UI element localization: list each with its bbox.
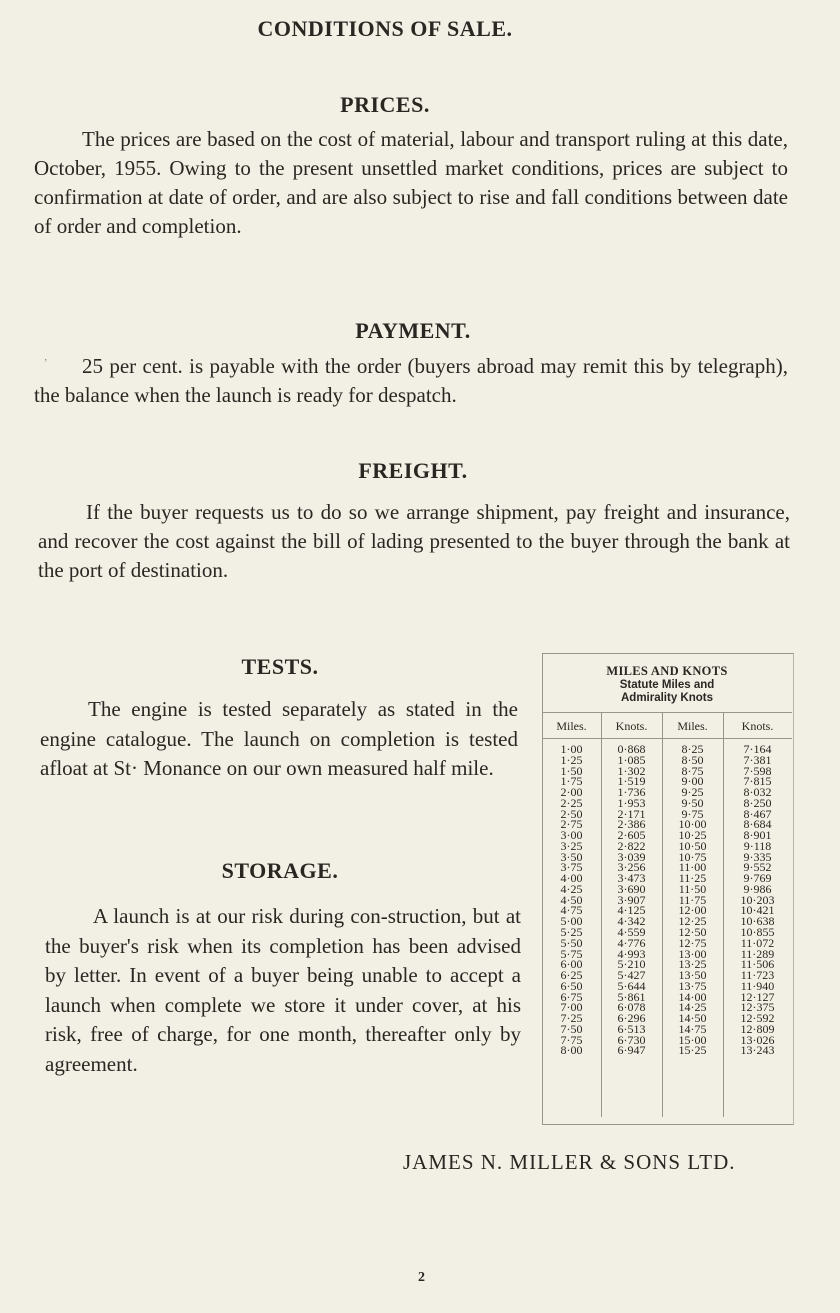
page-title: CONDITIONS OF SALE.: [257, 16, 513, 41]
table-cell: 11·00: [678, 860, 707, 875]
table-cell: 7·164: [743, 742, 772, 756]
table-cell: 1·50: [560, 763, 583, 778]
table-cell: 4·00: [560, 871, 583, 886]
table-cell: 12·50: [678, 925, 707, 940]
table-cell: 14·50: [678, 1011, 707, 1026]
table-cell: 11·25: [678, 871, 707, 886]
column-miles-1: [542, 744, 601, 1056]
prices-text: The prices are based on the cost of material, labour and transport ruling at this date, October, 1955. Owing to the present unsettled market conditions, prices are subject to confirmation at date of order, and are also subject to rise and fall conditions between date of order and completion.: [34, 127, 788, 238]
table-cell: 13·50: [678, 968, 707, 983]
column-knots-2: [723, 744, 792, 1056]
table-cell: 2·25: [560, 795, 583, 810]
conversion-table-title: MILES AND KNOTS: [606, 664, 728, 678]
table-cell: 5·50: [560, 935, 583, 950]
column-header-miles-2: Miles.: [677, 719, 708, 733]
table-cell: 13·25: [678, 957, 707, 972]
table-cell: 5·75: [560, 946, 583, 961]
table-cell: 6·50: [560, 978, 583, 993]
table-cell: 1·75: [560, 774, 583, 789]
conversion-table-subtitle-1: Statute Miles and: [619, 679, 715, 691]
table-cell: 6·947: [617, 1043, 646, 1058]
table-cell: 9·769: [743, 871, 772, 886]
column-knots-1: [601, 744, 662, 1056]
table-cell: 9·335: [743, 849, 772, 864]
table-cell: 6·513: [617, 1021, 646, 1036]
table-cell: 6·078: [617, 1000, 646, 1015]
table-cell: 1·085: [617, 752, 646, 767]
table-cell: 2·605: [617, 828, 646, 843]
table-cell: 9·118: [743, 838, 772, 853]
table-cell: 11·75: [678, 892, 707, 907]
section-body-prices: [34, 125, 788, 241]
table-cell: 14·75: [678, 1021, 707, 1036]
table-cell: 11·506: [740, 957, 775, 972]
table-rule-header: [542, 738, 792, 739]
section-body-payment: [34, 352, 788, 410]
table-cell: 5·00: [560, 914, 583, 929]
table-cell: 10·855: [740, 925, 775, 940]
table-cell: 8·901: [743, 828, 772, 843]
table-cell: 4·75: [560, 903, 583, 918]
table-cell: 6·00: [560, 957, 583, 972]
table-cell: 6·75: [560, 989, 583, 1004]
table-cell: 7·75: [560, 1032, 583, 1047]
table-cell: 3·690: [617, 881, 646, 896]
table-cell: 5·861: [617, 989, 646, 1004]
table-cell: 3·473: [617, 871, 646, 886]
table-cell: 10·75: [678, 849, 707, 864]
table-cell: 6·730: [617, 1032, 646, 1047]
table-cell: 4·342: [617, 914, 646, 929]
table-cell: 3·256: [617, 860, 646, 875]
table-cell: 9·00: [681, 774, 704, 789]
table-cell: 8·684: [743, 817, 772, 832]
table-cell: 8·50: [681, 752, 704, 767]
conversion-table-subtitle-2: Admirality Knots: [620, 692, 713, 704]
section-heading-payment: PAYMENT.: [355, 318, 471, 343]
table-cell: 7·598: [743, 763, 772, 778]
table-cell: 15·25: [678, 1043, 707, 1058]
table-cell: 7·25: [560, 1011, 583, 1026]
column-header-miles-1: Miles.: [556, 719, 587, 733]
table-cell: 9·25: [681, 785, 704, 800]
table-cell: 2·822: [617, 838, 646, 853]
table-cell: 8·25: [681, 742, 704, 756]
table-cell: 4·559: [617, 925, 646, 940]
table-cell: 3·907: [617, 892, 646, 907]
storage-text: A launch is at our risk during con-struction, but at the buyer's risk when its completion has been advised by letter. In event of a buyer being unable to accept a launch when complete we store it under cover, at his risk, free of charge, for one month, thereafter only by agreement.: [45, 904, 521, 1076]
table-cell: 0·868: [617, 742, 646, 756]
table-cell: 3·75: [560, 860, 583, 875]
section-heading-tests: TESTS.: [241, 654, 319, 679]
table-cell: 11·940: [740, 978, 775, 993]
table-cell: 1·953: [617, 795, 646, 810]
table-cell: 4·50: [560, 892, 583, 907]
tests-text: The engine is tested separately as stated in the engine catalogue. The launch on completion is tested afloat at St· Monance on our own measured half mile.: [40, 697, 518, 780]
company-signature: JAMES N. MILLER & SONS LTD.: [403, 1150, 736, 1174]
table-cell: 7·50: [560, 1021, 583, 1036]
section-heading-storage: STORAGE.: [221, 858, 339, 883]
table-cell: 14·00: [678, 989, 707, 1004]
table-rule-top: [542, 712, 792, 713]
table-cell: 12·592: [740, 1011, 775, 1026]
table-cell: 12·75: [678, 935, 707, 950]
table-cell: 7·381: [743, 752, 772, 767]
column-header-knots-1: Knots.: [615, 719, 648, 733]
table-cell: 6·25: [560, 968, 583, 983]
table-cell: 1·25: [560, 752, 583, 767]
table-cell: 9·50: [681, 795, 704, 810]
table-cell: 3·00: [560, 828, 583, 843]
table-cell: 4·25: [560, 881, 583, 896]
table-cell: 11·723: [740, 968, 775, 983]
column-miles-2: [662, 744, 723, 1056]
table-cell: 8·75: [681, 763, 704, 778]
table-cell: 2·00: [560, 785, 583, 800]
table-cell: 4·776: [617, 935, 646, 950]
table-cell: 12·375: [740, 1000, 775, 1015]
table-cell: 12·809: [740, 1021, 775, 1036]
table-cell: 12·25: [678, 914, 707, 929]
table-cell: 10·638: [740, 914, 775, 929]
table-cell: 11·50: [678, 881, 707, 896]
table-cell: 5·644: [617, 978, 646, 993]
table-cell: 7·815: [743, 774, 772, 789]
table-cell: 13·00: [678, 946, 707, 961]
table-cell: 14·25: [678, 1000, 707, 1015]
table-cell: 8·467: [743, 806, 772, 821]
table-cell: 13·026: [740, 1032, 775, 1047]
table-cell: 1·736: [617, 785, 646, 800]
section-body-storage: [45, 902, 521, 1079]
table-cell: 6·296: [617, 1011, 646, 1026]
table-cell: 10·25: [678, 828, 707, 843]
section-body-tests: [40, 695, 518, 784]
table-cell: 2·386: [617, 817, 646, 832]
table-cell: 4·993: [617, 946, 646, 961]
table-cell: 11·289: [740, 946, 775, 961]
table-cell: 13·243: [740, 1043, 775, 1058]
table-cell: 10·421: [740, 903, 775, 918]
table-cell: 3·50: [560, 849, 583, 864]
table-cell: 5·210: [617, 957, 646, 972]
table-cell: 8·032: [743, 785, 772, 800]
payment-text: 25 per cent. is payable with the order (buyers abroad may remit this by telegraph), the balance when the launch is ready for despatch.: [34, 354, 788, 407]
table-cell: 4·125: [617, 903, 646, 918]
table-cell: 10·50: [678, 838, 707, 853]
table-cell: 3·25: [560, 838, 583, 853]
table-cell: 2·50: [560, 806, 583, 821]
table-cell: 8·250: [743, 795, 772, 810]
section-heading-freight: FREIGHT.: [358, 458, 468, 483]
table-cell: 5·427: [617, 968, 646, 983]
table-cell: 9·75: [681, 806, 704, 821]
table-cell: 11·072: [740, 935, 775, 950]
table-cell: 10·203: [740, 892, 775, 907]
table-cell: 5·25: [560, 925, 583, 940]
table-cell: 2·75: [560, 817, 583, 832]
table-cell: 12·00: [678, 903, 707, 918]
table-cell: 1·519: [617, 774, 646, 789]
stray-mark: ’: [44, 358, 48, 369]
table-cell: 1·302: [617, 763, 646, 778]
section-heading-prices: PRICES.: [340, 92, 430, 117]
section-body-freight: [38, 498, 790, 585]
table-cell: 15·00: [678, 1032, 707, 1047]
table-cell: 3·039: [617, 849, 646, 864]
freight-text: If the buyer requests us to do so we arrange shipment, pay freight and insurance, and recover the cost against the bill of lading presented to the buyer through the bank at the port of destination.: [38, 500, 790, 582]
table-cell: 2·171: [617, 806, 646, 821]
table-cell: 9·552: [743, 860, 772, 875]
table-cell: 13·75: [678, 978, 707, 993]
table-cell: 1·00: [560, 742, 583, 756]
table-cell: 7·00: [560, 1000, 583, 1015]
table-cell: 8·00: [560, 1043, 583, 1058]
table-cell: 12·127: [740, 989, 775, 1004]
page-number: 2: [418, 1270, 425, 1285]
table-cell: 9·986: [743, 881, 772, 896]
table-cell: 10·00: [678, 817, 707, 832]
column-header-knots-2: Knots.: [741, 719, 774, 733]
